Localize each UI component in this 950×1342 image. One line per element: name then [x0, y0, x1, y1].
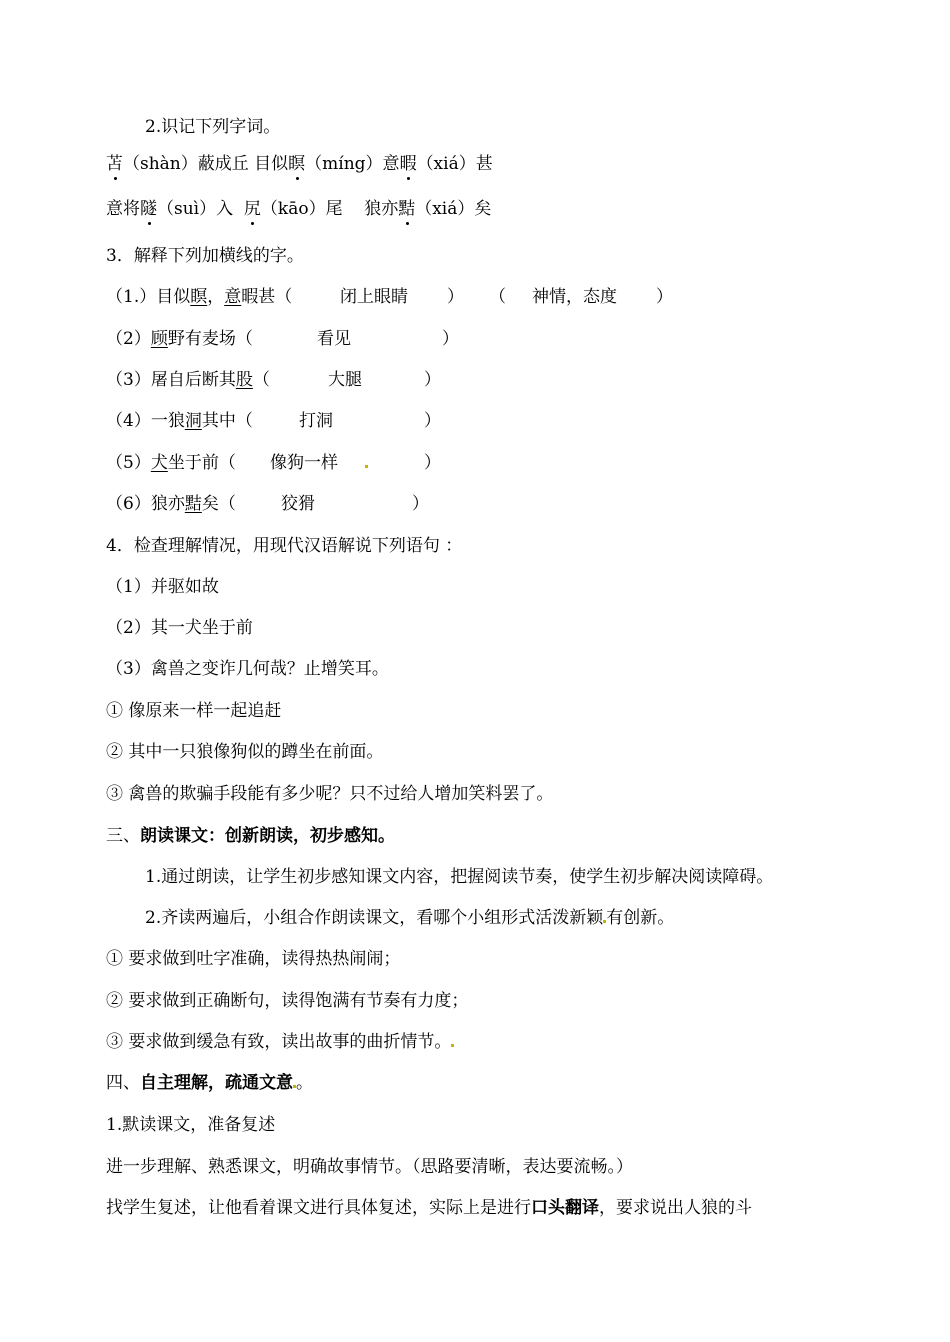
underlined-char: 犬 — [150, 453, 168, 473]
vocab-line-2: 意将隧（suì）入 尻（kāo）尾 狼亦黠（xiá）矣 — [106, 199, 492, 219]
marker-dot — [365, 452, 368, 474]
section2-title: 2.识记下列字词。 — [145, 117, 281, 137]
explain-item-5: （5）犬坐于前（ — [106, 453, 236, 473]
underlined-char: 瞑 — [190, 287, 208, 307]
answer-close: ） — [656, 287, 673, 307]
answer-close: ） — [424, 370, 441, 390]
dotted-char: 尻 — [243, 199, 261, 219]
vocab-line-1: 苫（shàn）蔽成丘 目似瞑（míng）意暇（xiá）甚 — [106, 154, 493, 174]
underlined-char: 意 — [224, 287, 242, 307]
answer-close: ） — [424, 453, 441, 473]
underlined-char: 顾 — [150, 329, 168, 349]
answer-close: ） — [412, 494, 429, 514]
answer-close: ） — [447, 287, 464, 307]
dotted-char: 暇 — [399, 154, 417, 174]
paragraph: 2.齐读两遍后，小组合作朗读课文，看哪个小组形式活泼新颖 有创新。 — [145, 908, 675, 928]
paragraph: 找学生复述，让他看着课文进行具体复述，实际上是进行口头翻译，要求说出人狼的斗 — [106, 1198, 752, 1218]
explain-item-1: （1.）目似瞑，意暇甚（ — [106, 287, 293, 307]
answer-open: （ — [489, 287, 506, 307]
answer-line: ① 像原来一样一起追赶 — [106, 701, 282, 721]
underlined-char: 股 — [235, 370, 253, 390]
answer-line: ③ 禽兽的欺骗手段能有多少呢？只不过给人增加笑料罢了。 — [106, 784, 554, 804]
answer-line: ② 其中一只狼像狗似的蹲坐在前面。 — [106, 742, 384, 762]
explain-item-3: （3）屠自后断其股（ — [106, 370, 270, 390]
sentence-item: （2）其一犬坐于前 — [106, 618, 253, 638]
explain-item-6: （6）狼亦黠矣（ — [106, 494, 236, 514]
section4-title: 4．检查理解情况，用现代汉语解说下列语句 ： — [106, 536, 463, 556]
requirement-line: ③ 要求做到缓急有致，读出故事的曲折情节。 — [106, 1031, 454, 1053]
dotted-char: 黠 — [398, 199, 416, 219]
paragraph: 1.通过朗读，让学生初步感知课文内容，把握阅读节奏，使学生初步解决阅读障碍。 — [145, 867, 774, 887]
sentence-item: （3）禽兽之变诈几何哉？止增笑耳。 — [106, 659, 389, 679]
sentence-item: （1）并驱如故 — [106, 577, 219, 597]
answer-text: 大腿 — [328, 370, 362, 390]
answer-text: 打洞 — [299, 411, 333, 431]
section3-title: 3．解释下列加横线的字。 — [106, 246, 304, 266]
underlined-char: 黠 — [184, 494, 202, 514]
paragraph: 进一步理解、熟悉课文，明确故事情节。（思路要清晰，表达要流畅。） — [106, 1157, 633, 1177]
answer-text: 像狗一样 — [270, 453, 338, 473]
dotted-char: 瞑 — [288, 154, 306, 174]
dotted-char: 隧 — [140, 199, 157, 219]
dotted-char: 苫 — [106, 154, 123, 174]
heading-section-three: 三、朗读课文：创新朗读，初步感知。 — [106, 826, 395, 846]
requirement-line: ① 要求做到吐字准确，读得热热闹闹； — [106, 949, 401, 969]
answer-text: 闭上眼睛 — [340, 287, 408, 307]
requirement-line: ② 要求做到正确断句，读得饱满有节奏有力度； — [106, 991, 469, 1011]
heading-section-four: 四、自主理解，疏通文意 。 — [106, 1073, 313, 1093]
answer-text: 看见 — [317, 329, 351, 349]
underlined-char: 洞 — [184, 411, 202, 431]
paragraph: 1.默读课文，准备复述 — [106, 1115, 276, 1135]
explain-item-4: （4）一狼洞其中（ — [106, 411, 253, 431]
explain-item-2: （2）顾野有麦场（ — [106, 329, 253, 349]
answer-text: 狡猾 — [281, 494, 315, 514]
answer-close: ） — [442, 329, 459, 349]
marker-dot — [451, 1044, 454, 1047]
answer-text: 神情，态度 — [532, 287, 617, 307]
answer-close: ） — [424, 411, 441, 431]
